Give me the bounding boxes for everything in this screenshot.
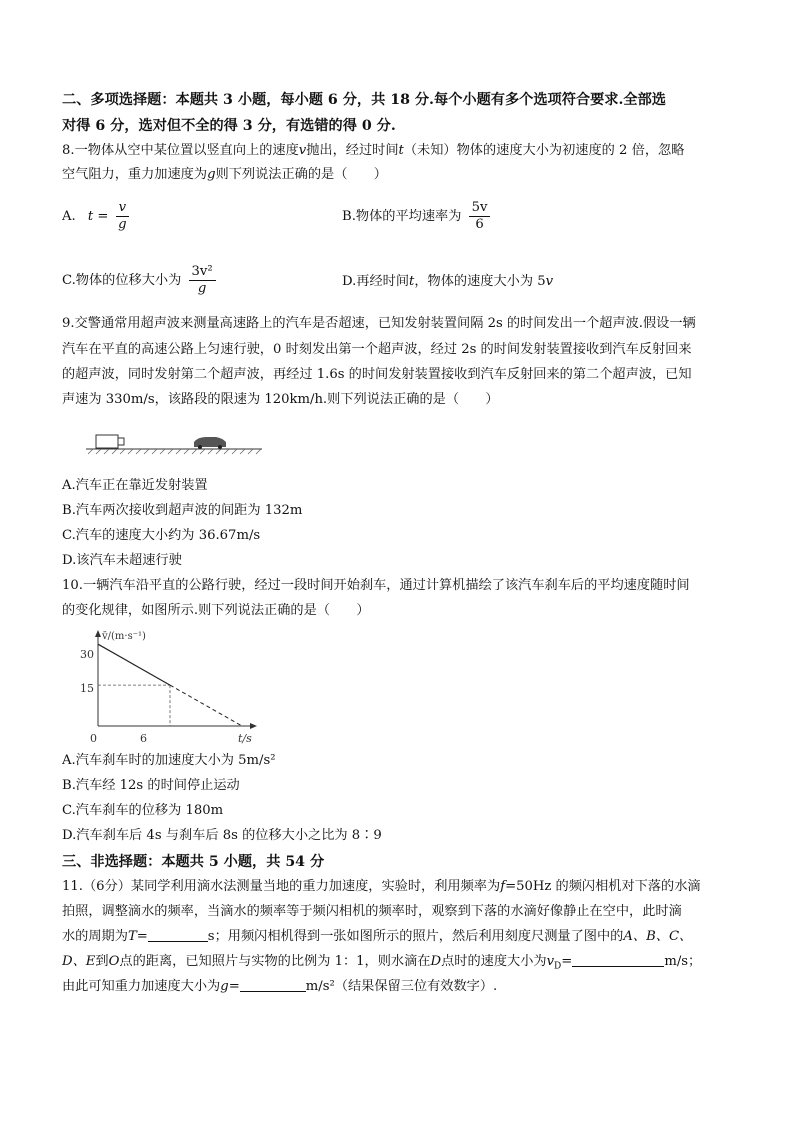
x-tick-label-6: 6: [140, 732, 147, 745]
q10-option-a: A.汽车刹车时的加速度大小为 5m/s²: [62, 753, 276, 768]
q11-var-f: f: [500, 879, 506, 894]
q11-stem-line2: 拍照，调整滴水的频率，当滴水的频率等于频闪相机的频率时，观察到下落的水滴好像静止在空中，此时滴: [62, 904, 682, 919]
q8-var-v: v: [298, 143, 307, 158]
q9-option-c: C.汽车的速度大小约为 36.67m/s: [62, 528, 261, 543]
q11-var-v: v: [546, 954, 555, 969]
x-axis-label: t/s: [238, 732, 252, 745]
series-line-solid: [98, 644, 170, 685]
q11-text: 到: [95, 954, 109, 969]
road-hatching: [88, 449, 261, 454]
q11-text: =: [228, 979, 240, 994]
q8-option-d-text: D.再经时间: [342, 274, 410, 289]
q11-text: 水的周期为: [62, 929, 128, 944]
q11-text: m/s²（结果保留三位有效数字）.: [305, 979, 498, 994]
q10-option-c: C.汽车刹车的位移为 180m: [62, 803, 224, 818]
q8-option-a: [62, 200, 342, 233]
q8-option-b: [342, 200, 722, 233]
q11-stem-line1: [62, 875, 738, 899]
q8-text: （未知）物体的速度大小为初速度的 2 倍，忽略: [403, 143, 685, 158]
q8-var-g: g: [207, 167, 216, 182]
y-tick-label-15: 15: [80, 682, 94, 695]
q11-point-o: O: [108, 954, 120, 969]
q11-stem-line5: [62, 975, 738, 999]
q11-text: 点的距离，已知照片与实物的比例为 1：1，则水滴在: [119, 954, 431, 969]
q8-text: 则下列说法正确的是（ ）: [215, 167, 387, 182]
q11-stem-line3: [62, 925, 738, 949]
q10-option-d: D.汽车刹车后 4s 与刹车后 8s 的位移大小之比为 8∶9: [62, 828, 382, 843]
y-axis-arrow-icon: [95, 630, 101, 637]
q8-var-t: t: [398, 143, 404, 158]
q8-option-c-fraction: [189, 264, 216, 297]
fraction-denominator: g: [197, 281, 207, 296]
q11-point-labels: D、E: [62, 954, 96, 969]
q11-text: 点时的速度大小为: [441, 954, 547, 969]
q8-option-a-lhs: t =: [87, 209, 109, 224]
q8-option-c: [62, 264, 342, 297]
q11-text: =: [561, 954, 573, 969]
q11-var-T: T: [127, 929, 137, 944]
q8-stem-line1: [62, 139, 738, 163]
q11-answer-blank-gravity[interactable]: [240, 977, 306, 992]
q9-option-d: D.该汽车未超速行驶: [62, 553, 182, 568]
q10-stem-line1: 10.一辆汽车沿平直的公路行驶，经过一段时间开始刹车，通过计算机描绘了该汽车刹车后的平均速度随时间: [62, 578, 690, 593]
q9-option-b: B.汽车两次接收到超声波的间距为 132m: [62, 503, 303, 518]
q11-text: m/s；: [664, 954, 702, 969]
q9-stem-line1: 9.交警通常用超声波来测量高速路上的汽车是否超速，已知发射装置间隔 2s 的时间发出一个超声波.假设一辆: [62, 316, 696, 331]
q9-road-figure: [86, 428, 266, 458]
q11-point-d: D: [430, 954, 442, 969]
q11-text: s；用频闪相机得到一张如图所示的照片，然后利用刻度尺测量了图中的: [207, 929, 624, 944]
x-axis-arrow-icon: [250, 723, 257, 729]
q8-option-a-label: A.: [62, 209, 76, 224]
q11-text: =: [136, 929, 148, 944]
q10-option-b: B.汽车经 12s 的时间停止运动: [62, 778, 240, 793]
section2-heading-line2: 对得 6 分，选对但不全的得 3 分，有选错的得 0 分.: [62, 118, 396, 134]
x-tick-label-0: 0: [90, 732, 97, 745]
y-tick-label-30: 30: [80, 648, 94, 661]
q11-text: 由此可知重力加速度大小为: [62, 979, 221, 994]
y-axis-label: v̄/(m·s⁻¹): [102, 631, 146, 642]
q9-stem-line3: 的超声波，同时发射第二个超声波，再经过 1.6s 的时间发射装置接收到汽车反射回来的第二个超声波，已知: [62, 367, 692, 382]
q8-text: 抛出，经过时间: [306, 143, 399, 158]
q11-var-v-subscript: D: [554, 961, 562, 972]
q8-option-b-fraction: [469, 200, 491, 233]
q11-answer-blank-period[interactable]: [148, 927, 208, 942]
q10-stem-line2: 的变化规律，如图所示.则下列说法正确的是（ ）: [62, 603, 370, 618]
q11-answer-blank-velocity[interactable]: [572, 952, 664, 967]
q11-var-g: g: [220, 979, 229, 994]
q8-option-d-text: ，物体的速度大小为 5: [414, 274, 546, 289]
ultrasonic-emitter-icon: [96, 435, 124, 448]
q11-point-labels: A、B、C、: [623, 929, 693, 944]
q8-var-v: v: [545, 274, 554, 289]
section3-heading: 三、非选择题：本题共 5 小题，共 54 分: [62, 854, 325, 870]
q9-stem-line2: 汽车在平直的高速公路上匀速行驶，0 时刻发出第一个超声波，经过 2s 的时间发射装置接收到汽车反射回来: [62, 342, 692, 357]
q8-option-b-text: B.物体的平均速率为: [342, 209, 462, 224]
fraction-numerator: v: [116, 200, 129, 217]
car-icon: [194, 437, 226, 449]
q8-option-d: [342, 270, 722, 294]
q8-var-t: t: [409, 274, 415, 289]
section2-heading-line1: 二、多项选择题：本题共 3 小题，每小题 6 分，共 18 分.每个小题有多个选项符合要求.全部选: [62, 92, 666, 108]
series-line-dashed: [170, 685, 242, 726]
q10-average-velocity-chart: [62, 624, 262, 750]
q8-stem-line2: [62, 163, 738, 187]
fraction-denominator: 6: [475, 217, 484, 232]
q8-option-c-text: C.物体的位移大小为: [62, 273, 182, 288]
q9-option-a: A.汽车正在靠近发射装置: [62, 478, 208, 493]
q11-text: =50Hz 的频闪相机对下落的水滴: [505, 879, 701, 894]
q8-text: 空气阻力，重力加速度为: [62, 167, 208, 182]
q8-option-a-fraction: [116, 200, 129, 233]
fraction-denominator: g: [118, 217, 127, 232]
fraction-numerator: 3v²: [189, 264, 216, 281]
fraction-numerator: 5v: [469, 200, 491, 217]
q8-text: 8.一物体从空中某位置以竖直向上的速度: [62, 143, 299, 158]
q9-stem-line4: 声速为 330m/s，该路段的限速为 120km/h.则下列说法正确的是（ ）: [62, 392, 499, 407]
q11-text: 11.（6分）某同学利用滴水法测量当地的重力加速度，实验时，利用频率为: [62, 879, 501, 894]
